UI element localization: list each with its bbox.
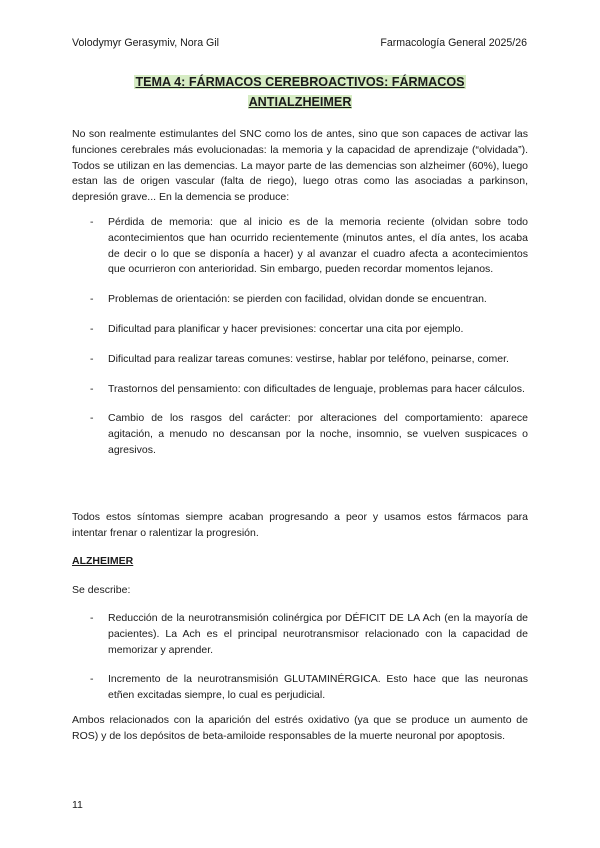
title-line-2: ANTIALZHEIMER (248, 95, 352, 109)
list-item (72, 292, 528, 308)
list-item-text: Dificultad para planificar y hacer previsiones: concertar una cita por ejemplo. (108, 322, 464, 335)
list-item (72, 672, 528, 704)
section-heading-alzheimer: ALZHEIMER (72, 555, 134, 567)
header-course: Farmacología General 2025/26 (380, 37, 527, 49)
page-number: 11 (72, 799, 83, 811)
list-item-text: Incremento de la neurotransmisión GLUTAMINÉRGICA. Esto hace que las neuronas etñen excitadas siempre, lo cual es perjudicial. (108, 673, 528, 702)
list-dash: - (90, 412, 94, 425)
outro-paragraph: Todos estos síntomas siempre acaban progresando a peor y usamos estos fármacos para intentar frenar o ralentizar la progresión. (72, 511, 528, 539)
list-item (72, 322, 528, 338)
list-item-text: Dificultad para realizar tareas comunes: vestirse, hablar por teléfono, peinarse, comer. (108, 352, 509, 365)
list-item (72, 382, 528, 398)
list-dash: - (90, 612, 94, 624)
list-dash: - (90, 322, 94, 335)
alzheimer-list (72, 611, 528, 718)
list-item (72, 611, 528, 658)
page-title (72, 72, 528, 112)
list-item-text: Reducción de la neurotransmisión colinérgica por DÉFICIT DE LA Ach (en la mayoría de pacientes). La Ach es el principal neurotransmisor relacionado con la capacidad de memorizar y aprender. (108, 612, 528, 656)
list-dash: - (90, 673, 94, 686)
intro-paragraph: No son realmente estimulantes del SNC como los de antes, sino que son capaces de activar las funciones cerebrales más evolucionadas: la memoria y la capacidad de aprendizaje (“olvidada”). Todos se utilizan en las demencias. La mayor parte de las demencias son alzheimer (60%), luego estan las de origen vascular (falta de riego), luego otras como las asociadas a parkinson, depresión grave... En la demencia se produce: (72, 128, 528, 204)
list-dash: - (90, 293, 94, 306)
list-dash: - (90, 216, 94, 228)
final-paragraph: Ambos relacionados con la aparición del estrés oxidativo (ya que se produce un aumento de ROS) y de los depósitos de beta-amiloide responsables de la muerte neuronal por apoptosis. (72, 714, 528, 742)
header-authors: Volodymyr Gerasymiv, Nora Gil (72, 37, 219, 49)
list-item (72, 411, 528, 458)
list-item (72, 352, 528, 368)
list-dash: - (90, 382, 94, 395)
list-item-text: Trastornos del pensamiento: con dificultades de lenguaje, problemas para hacer cálculos. (108, 382, 525, 395)
dementia-symptom-list (72, 215, 528, 473)
describe-line: Se describe: (72, 584, 131, 596)
list-item-text: Problemas de orientación: se pierden con facilidad, olvidan donde se encuentran. (108, 293, 487, 306)
list-item (72, 215, 528, 278)
title-line-1: TEMA 4: FÁRMACOS CEREBROACTIVOS: FÁRMACOS (135, 75, 465, 89)
list-item-text: Cambio de los rasgos del carácter: por alteraciones del comportamiento: aparece agitación, a menudo no descansan por la noche, insomnio, se vuelven suspicaces o agresivos. (108, 412, 528, 456)
list-dash: - (90, 352, 94, 365)
list-item-text: Pérdida de memoria: que al inicio es de la memoria reciente (olvidan sobre todo acontecimientos que han ocurrido recientemente (minutos antes, el día antes, los acaba de decir o lo que se disponía a hacer) y al avanzar el cuadro afecta a acontecimientos que ocurrieron con anterioridad. Sin embargo, pueden recordar momentos lejanos. (108, 216, 528, 276)
